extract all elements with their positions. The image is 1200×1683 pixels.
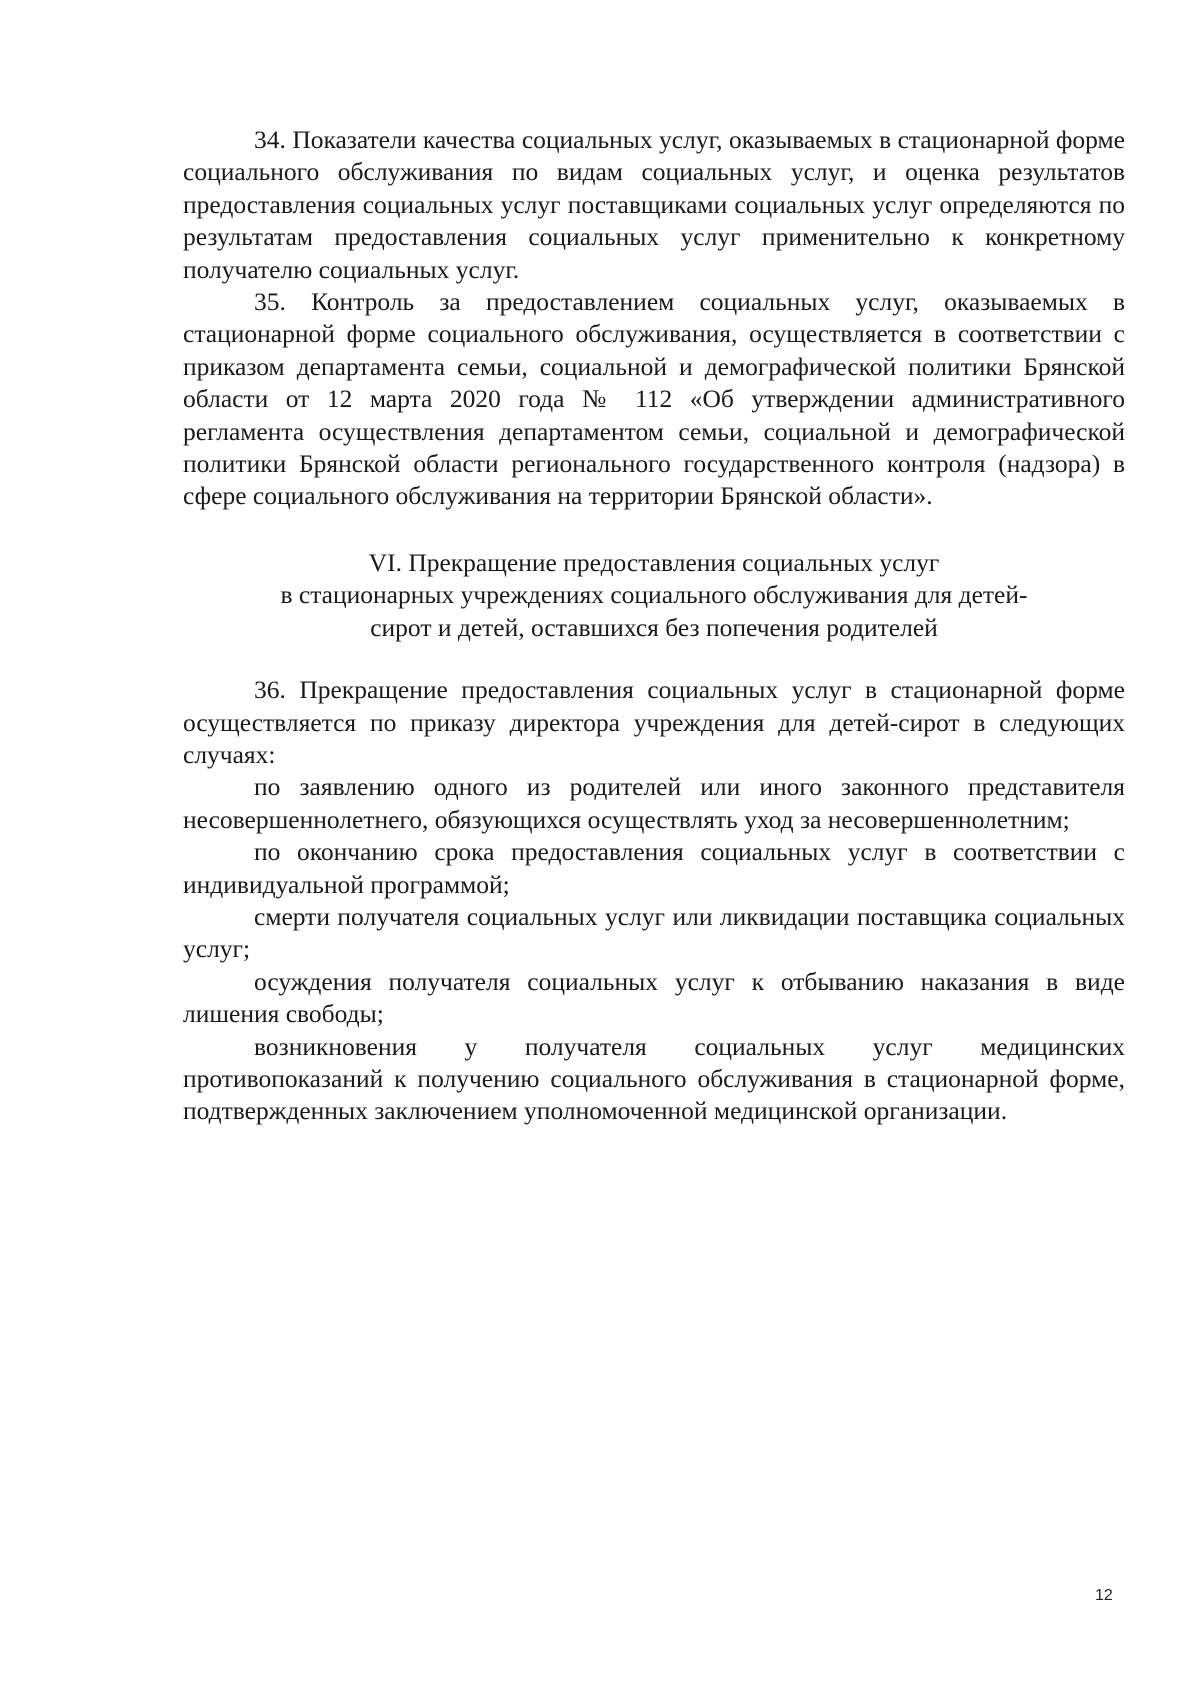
- section-heading-line-2: в стационарных учреждениях социального обслуживания для детей-: [280, 580, 1028, 610]
- paragraph-34: 34. Показатели качества социальных услуг, оказываемых в стационарной форме социального обслуживания по видам социальных услуг, и оценка результатов предоставления социальных услуг поставщиками социальных услуг определяются по результатам предоставления социальных услуг применительно к конкретному получателю социальных услуг.: [183, 125, 1125, 284]
- paragraph-36: 36. Прекращение предоставления социальных услуг в стационарной форме осуществляется по приказу директора учреждения для детей-сирот в следующих случаях:: [183, 675, 1125, 769]
- case-item: по окончанию срока предоставления социальных услуг в соответствии с индивидуальной программой;: [183, 837, 1125, 899]
- page-number: 12: [1095, 1587, 1113, 1604]
- document-body: [183, 124, 1125, 1128]
- section-heading-line-1: VI. Прекращение предоставления социальных услуг: [368, 547, 940, 577]
- section-heading: [183, 547, 1125, 644]
- case-item: смерти получателя социальных услуг или ликвидации поставщика социальных услуг;: [183, 901, 1125, 964]
- case-item: осуждения получателя социальных услуг к отбыванию наказания в виде лишения свободы;: [183, 966, 1125, 1029]
- paragraph-35: 35. Контроль за предоставлением социальных услуг, оказываемых в стационарной форме социального обслуживания, осуществляется в соответствии с приказом департамента семьи, социальной и демографической политики Брянской области от 12 марта 2020 года № 112 «Об утверждении административного регламента осуществления департаментом семьи, социальной и демографической политики Брянской области регионального государственного контроля (надзора) в сфере социального обслуживания на территории Брянской области».: [183, 287, 1125, 511]
- section-heading-line-3: сирот и детей, оставшихся без попечения родителей: [370, 612, 938, 642]
- case-item: по заявлению одного из родителей или иного законного представителя несовершеннолетнего, обязующихся осуществлять уход за несовершеннолетним;: [183, 772, 1125, 834]
- case-item: возникновения у получателя социальных услуг медицинских противопоказаний к получению социального обслуживания в стационарной форме, подтвержденных заключением уполномоченной медицинской организации.: [183, 1031, 1125, 1126]
